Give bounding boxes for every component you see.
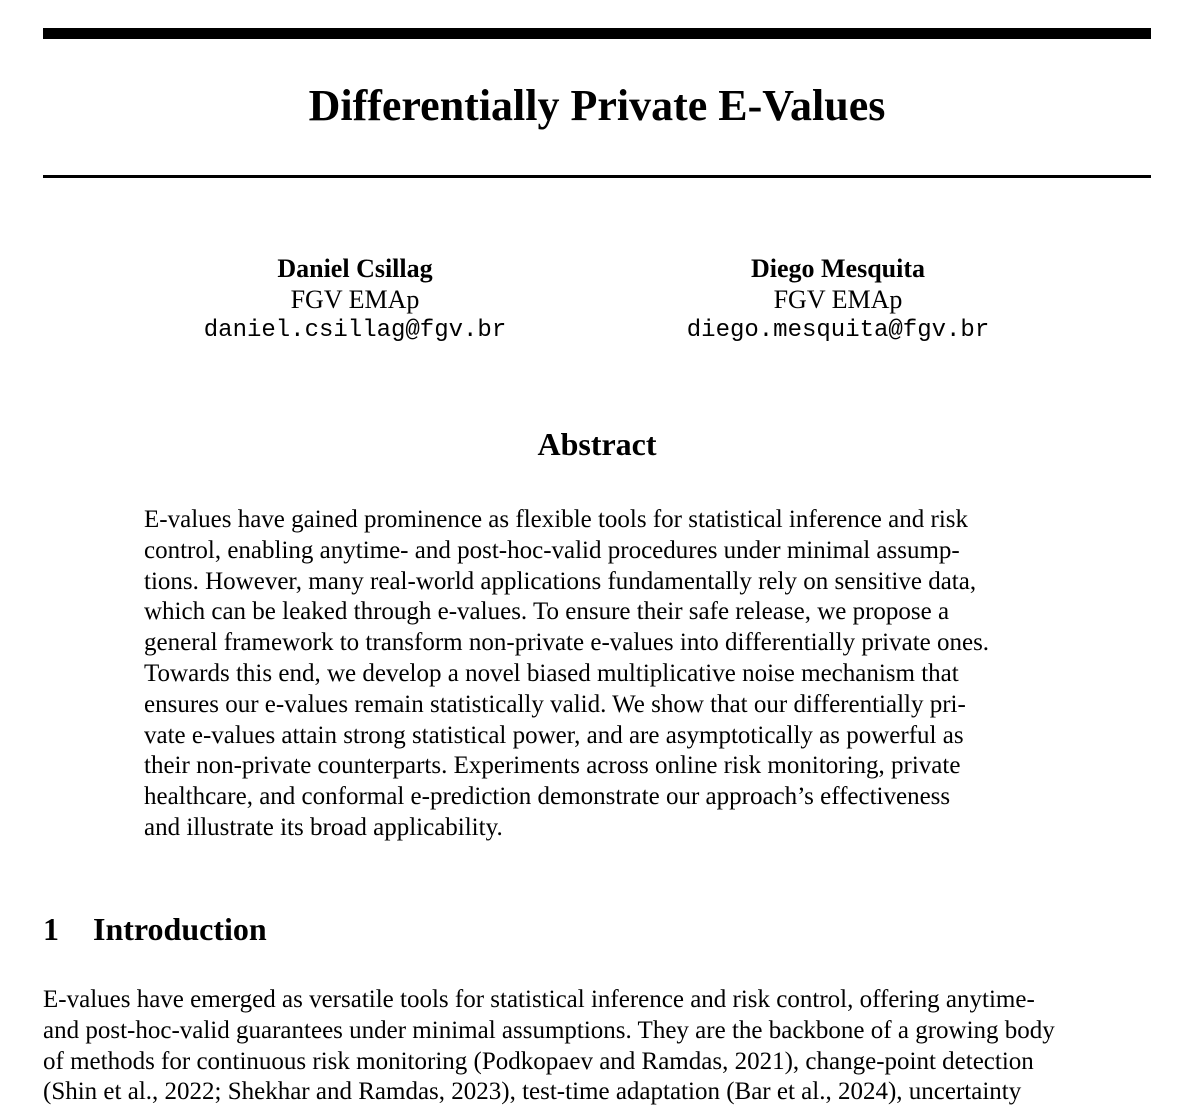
author-affiliation: FGV EMAp [290, 285, 420, 314]
author-affiliation: FGV EMAp [773, 285, 903, 314]
author-email: daniel.csillag@fgv.br [203, 317, 507, 344]
abstract-line: tions. However, many real-world applications fundamentally rely on sensitive data, [144, 567, 977, 595]
introduction-body [43, 985, 1158, 1108]
author-name: Diego Mesquita [750, 254, 926, 283]
intro-line: E-values have emerged as versatile tools for statistical inference and risk control, offering anytime- [43, 986, 1035, 1013]
title-bottom-rule [43, 175, 1151, 178]
abstract-line: and illustrate its broad applicability. [144, 813, 503, 841]
author-block-1 [135, 253, 575, 346]
abstract-heading: Abstract [537, 426, 657, 462]
section-number: 1 [43, 911, 59, 947]
abstract-line: general framework to transform non-private e-values into differentially private ones. [144, 629, 990, 657]
abstract-body [144, 505, 1054, 844]
author-email: diego.mesquita@fgv.br [686, 317, 990, 344]
intro-line: and post-hoc-valid guarantees under minimal assumptions. They are the backbone of a growing body [43, 1016, 1055, 1044]
abstract-line: control, enabling anytime- and post-hoc-valid procedures under minimal assump- [144, 536, 960, 564]
abstract-line: E-values have gained prominence as flexible tools for statistical inference and risk [144, 506, 968, 533]
intro-line: (Shin et al., 2022; Shekhar and Ramdas, 2023), test-time adaptation (Bar et al., 2024), uncertainty [43, 1078, 1022, 1106]
abstract-line: healthcare, and conformal e-prediction demonstrate our approach’s effectiveness [144, 783, 951, 811]
abstract-line: their non-private counterparts. Experiments across online risk monitoring, private [144, 752, 961, 780]
author-name: Daniel Csillag [277, 254, 433, 283]
author-block-2 [618, 253, 1058, 346]
section-heading-introduction [43, 909, 267, 949]
abstract-line: Towards this end, we develop a novel biased multiplicative noise mechanism that [144, 659, 959, 687]
title-top-rule [43, 28, 1151, 39]
abstract-line: ensures our e-values remain statistically valid. We show that our differentially pri- [144, 690, 966, 718]
paper-title: Differentially Private E-Values [308, 81, 886, 130]
abstract-line: vate e-values attain strong statistical power, and are asymptotically as powerful as [144, 721, 964, 749]
intro-line: of methods for continuous risk monitoring (Podkopaev and Ramdas, 2021), change-point detection [43, 1047, 1034, 1075]
abstract-line: which can be leaked through e-values. To ensure their safe release, we propose a [144, 598, 950, 626]
section-title: Introduction [93, 911, 267, 947]
